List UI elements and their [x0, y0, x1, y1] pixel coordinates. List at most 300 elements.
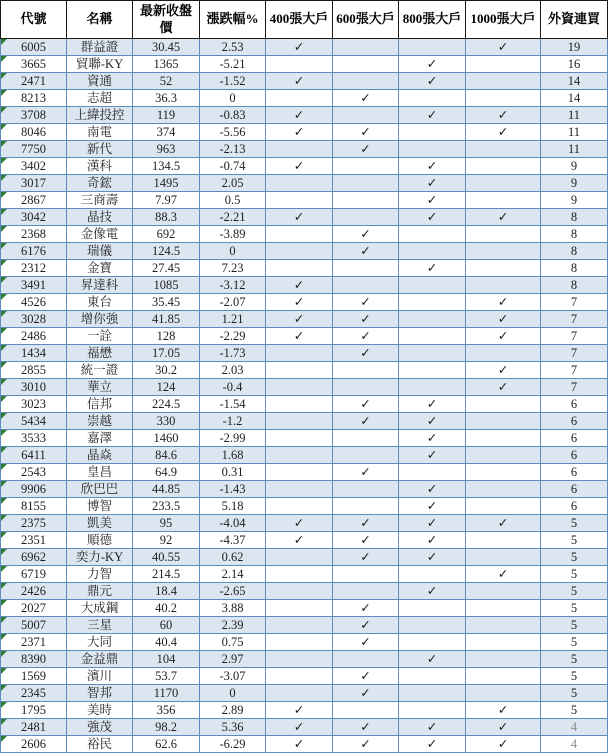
- cell-t1000[interactable]: [466, 634, 541, 651]
- cell-price[interactable]: [133, 209, 200, 226]
- cell-change[interactable]: [200, 379, 266, 396]
- cell-foreign[interactable]: [541, 515, 608, 532]
- cell-t600[interactable]: [333, 311, 399, 328]
- cell-t600[interactable]: [333, 498, 399, 515]
- cell-change[interactable]: [200, 277, 266, 294]
- cell-name[interactable]: [67, 634, 133, 651]
- cell-name[interactable]: [67, 600, 133, 617]
- cell-name[interactable]: [67, 464, 133, 481]
- header-code[interactable]: [1, 1, 67, 39]
- cell-t600[interactable]: [333, 175, 399, 192]
- cell-foreign[interactable]: [541, 498, 608, 515]
- cell-code[interactable]: [1, 566, 67, 583]
- cell-code[interactable]: [1, 719, 67, 736]
- cell-change[interactable]: [200, 464, 266, 481]
- cell-change[interactable]: [200, 345, 266, 362]
- cell-t1000[interactable]: [466, 498, 541, 515]
- cell-price[interactable]: [133, 668, 200, 685]
- cell-t800[interactable]: [399, 39, 466, 56]
- cell-t400[interactable]: [266, 430, 333, 447]
- cell-t800[interactable]: [399, 311, 466, 328]
- cell-foreign[interactable]: [541, 532, 608, 549]
- cell-name[interactable]: [67, 736, 133, 753]
- cell-t600[interactable]: [333, 362, 399, 379]
- cell-t400[interactable]: [266, 634, 333, 651]
- cell-t400[interactable]: [266, 379, 333, 396]
- cell-t400[interactable]: [266, 294, 333, 311]
- cell-t800[interactable]: [399, 685, 466, 702]
- cell-change[interactable]: [200, 532, 266, 549]
- cell-code[interactable]: [1, 90, 67, 107]
- cell-foreign[interactable]: [541, 311, 608, 328]
- cell-t800[interactable]: [399, 702, 466, 719]
- cell-name[interactable]: [67, 73, 133, 90]
- cell-t1000[interactable]: [466, 532, 541, 549]
- cell-change[interactable]: [200, 668, 266, 685]
- cell-foreign[interactable]: [541, 277, 608, 294]
- cell-foreign[interactable]: [541, 430, 608, 447]
- cell-price[interactable]: [133, 736, 200, 753]
- cell-price[interactable]: [133, 328, 200, 345]
- cell-code[interactable]: [1, 736, 67, 753]
- cell-t800[interactable]: [399, 481, 466, 498]
- cell-t600[interactable]: [333, 464, 399, 481]
- cell-price[interactable]: [133, 549, 200, 566]
- cell-name[interactable]: [67, 430, 133, 447]
- cell-price[interactable]: [133, 600, 200, 617]
- cell-t1000[interactable]: [466, 396, 541, 413]
- cell-foreign[interactable]: [541, 141, 608, 158]
- cell-t400[interactable]: [266, 192, 333, 209]
- cell-change[interactable]: [200, 56, 266, 73]
- cell-code[interactable]: [1, 515, 67, 532]
- cell-foreign[interactable]: [541, 107, 608, 124]
- cell-change[interactable]: [200, 498, 266, 515]
- cell-t600[interactable]: [333, 515, 399, 532]
- cell-t800[interactable]: [399, 430, 466, 447]
- cell-t600[interactable]: [333, 532, 399, 549]
- cell-price[interactable]: [133, 158, 200, 175]
- cell-code[interactable]: [1, 668, 67, 685]
- cell-t400[interactable]: [266, 56, 333, 73]
- cell-change[interactable]: [200, 634, 266, 651]
- cell-price[interactable]: [133, 634, 200, 651]
- cell-name[interactable]: [67, 515, 133, 532]
- cell-price[interactable]: [133, 396, 200, 413]
- cell-t800[interactable]: [399, 73, 466, 90]
- cell-change[interactable]: [200, 413, 266, 430]
- cell-name[interactable]: [67, 396, 133, 413]
- cell-code[interactable]: [1, 651, 67, 668]
- cell-price[interactable]: [133, 294, 200, 311]
- cell-change[interactable]: [200, 702, 266, 719]
- cell-foreign[interactable]: [541, 294, 608, 311]
- cell-t400[interactable]: [266, 668, 333, 685]
- cell-price[interactable]: [133, 447, 200, 464]
- cell-foreign[interactable]: [541, 651, 608, 668]
- cell-t800[interactable]: [399, 175, 466, 192]
- cell-t400[interactable]: [266, 311, 333, 328]
- cell-change[interactable]: [200, 175, 266, 192]
- cell-code[interactable]: [1, 430, 67, 447]
- cell-price[interactable]: [133, 379, 200, 396]
- cell-change[interactable]: [200, 107, 266, 124]
- cell-t600[interactable]: [333, 719, 399, 736]
- cell-foreign[interactable]: [541, 566, 608, 583]
- cell-price[interactable]: [133, 345, 200, 362]
- cell-change[interactable]: [200, 600, 266, 617]
- cell-t600[interactable]: [333, 294, 399, 311]
- cell-name[interactable]: [67, 192, 133, 209]
- cell-price[interactable]: [133, 719, 200, 736]
- cell-t600[interactable]: [333, 90, 399, 107]
- cell-price[interactable]: [133, 481, 200, 498]
- cell-name[interactable]: [67, 226, 133, 243]
- cell-t400[interactable]: [266, 413, 333, 430]
- cell-foreign[interactable]: [541, 39, 608, 56]
- cell-t800[interactable]: [399, 277, 466, 294]
- cell-t400[interactable]: [266, 685, 333, 702]
- cell-t600[interactable]: [333, 277, 399, 294]
- cell-price[interactable]: [133, 311, 200, 328]
- cell-t800[interactable]: [399, 226, 466, 243]
- cell-t1000[interactable]: [466, 481, 541, 498]
- cell-name[interactable]: [67, 209, 133, 226]
- cell-change[interactable]: [200, 328, 266, 345]
- cell-t400[interactable]: [266, 549, 333, 566]
- cell-name[interactable]: [67, 719, 133, 736]
- cell-t600[interactable]: [333, 685, 399, 702]
- cell-t800[interactable]: [399, 362, 466, 379]
- cell-name[interactable]: [67, 328, 133, 345]
- cell-price[interactable]: [133, 685, 200, 702]
- cell-t400[interactable]: [266, 566, 333, 583]
- cell-code[interactable]: [1, 617, 67, 634]
- cell-name[interactable]: [67, 413, 133, 430]
- cell-change[interactable]: [200, 141, 266, 158]
- cell-t600[interactable]: [333, 634, 399, 651]
- cell-price[interactable]: [133, 39, 200, 56]
- header-foreign-buy[interactable]: [541, 1, 608, 39]
- cell-t800[interactable]: [399, 498, 466, 515]
- cell-name[interactable]: [67, 379, 133, 396]
- cell-t400[interactable]: [266, 107, 333, 124]
- cell-t1000[interactable]: [466, 719, 541, 736]
- cell-t1000[interactable]: [466, 175, 541, 192]
- cell-t400[interactable]: [266, 260, 333, 277]
- cell-t800[interactable]: [399, 413, 466, 430]
- cell-t400[interactable]: [266, 226, 333, 243]
- cell-price[interactable]: [133, 226, 200, 243]
- cell-t600[interactable]: [333, 481, 399, 498]
- cell-t800[interactable]: [399, 328, 466, 345]
- cell-price[interactable]: [133, 90, 200, 107]
- header-800-holders[interactable]: [399, 1, 466, 39]
- cell-change[interactable]: [200, 583, 266, 600]
- cell-foreign[interactable]: [541, 702, 608, 719]
- cell-t600[interactable]: [333, 73, 399, 90]
- cell-t800[interactable]: [399, 260, 466, 277]
- cell-t600[interactable]: [333, 39, 399, 56]
- cell-foreign[interactable]: [541, 362, 608, 379]
- cell-code[interactable]: [1, 379, 67, 396]
- cell-t600[interactable]: [333, 617, 399, 634]
- cell-t1000[interactable]: [466, 311, 541, 328]
- cell-foreign[interactable]: [541, 124, 608, 141]
- cell-change[interactable]: [200, 39, 266, 56]
- cell-foreign[interactable]: [541, 73, 608, 90]
- cell-t800[interactable]: [399, 56, 466, 73]
- cell-change[interactable]: [200, 362, 266, 379]
- cell-t600[interactable]: [333, 345, 399, 362]
- cell-change[interactable]: [200, 243, 266, 260]
- cell-t1000[interactable]: [466, 379, 541, 396]
- cell-foreign[interactable]: [541, 175, 608, 192]
- cell-foreign[interactable]: [541, 379, 608, 396]
- cell-t400[interactable]: [266, 158, 333, 175]
- cell-t1000[interactable]: [466, 345, 541, 362]
- cell-change[interactable]: [200, 260, 266, 277]
- cell-code[interactable]: [1, 532, 67, 549]
- cell-price[interactable]: [133, 362, 200, 379]
- cell-price[interactable]: [133, 56, 200, 73]
- cell-price[interactable]: [133, 73, 200, 90]
- cell-foreign[interactable]: [541, 736, 608, 753]
- cell-t800[interactable]: [399, 396, 466, 413]
- cell-change[interactable]: [200, 736, 266, 753]
- cell-t800[interactable]: [399, 600, 466, 617]
- cell-foreign[interactable]: [541, 549, 608, 566]
- cell-t800[interactable]: [399, 90, 466, 107]
- cell-code[interactable]: [1, 175, 67, 192]
- cell-code[interactable]: [1, 345, 67, 362]
- cell-t600[interactable]: [333, 549, 399, 566]
- cell-code[interactable]: [1, 311, 67, 328]
- cell-t600[interactable]: [333, 447, 399, 464]
- cell-change[interactable]: [200, 481, 266, 498]
- cell-t600[interactable]: [333, 107, 399, 124]
- cell-change[interactable]: [200, 192, 266, 209]
- cell-t400[interactable]: [266, 498, 333, 515]
- cell-t1000[interactable]: [466, 39, 541, 56]
- cell-change[interactable]: [200, 447, 266, 464]
- cell-price[interactable]: [133, 532, 200, 549]
- cell-name[interactable]: [67, 56, 133, 73]
- cell-t800[interactable]: [399, 634, 466, 651]
- cell-t400[interactable]: [266, 345, 333, 362]
- cell-foreign[interactable]: [541, 481, 608, 498]
- cell-foreign[interactable]: [541, 209, 608, 226]
- cell-t1000[interactable]: [466, 226, 541, 243]
- cell-t600[interactable]: [333, 243, 399, 260]
- cell-price[interactable]: [133, 617, 200, 634]
- header-600-holders[interactable]: [333, 1, 399, 39]
- cell-t1000[interactable]: [466, 447, 541, 464]
- cell-change[interactable]: [200, 90, 266, 107]
- cell-t1000[interactable]: [466, 124, 541, 141]
- cell-change[interactable]: [200, 617, 266, 634]
- cell-t800[interactable]: [399, 345, 466, 362]
- cell-change[interactable]: [200, 294, 266, 311]
- cell-t600[interactable]: [333, 328, 399, 345]
- cell-t600[interactable]: [333, 158, 399, 175]
- cell-t600[interactable]: [333, 702, 399, 719]
- cell-change[interactable]: [200, 719, 266, 736]
- cell-t800[interactable]: [399, 464, 466, 481]
- cell-t800[interactable]: [399, 192, 466, 209]
- cell-t600[interactable]: [333, 192, 399, 209]
- cell-t1000[interactable]: [466, 430, 541, 447]
- cell-t400[interactable]: [266, 328, 333, 345]
- cell-code[interactable]: [1, 243, 67, 260]
- cell-foreign[interactable]: [541, 56, 608, 73]
- cell-name[interactable]: [67, 107, 133, 124]
- cell-name[interactable]: [67, 498, 133, 515]
- cell-price[interactable]: [133, 124, 200, 141]
- cell-code[interactable]: [1, 141, 67, 158]
- cell-t1000[interactable]: [466, 515, 541, 532]
- cell-foreign[interactable]: [541, 90, 608, 107]
- cell-foreign[interactable]: [541, 328, 608, 345]
- cell-t600[interactable]: [333, 600, 399, 617]
- cell-t600[interactable]: [333, 124, 399, 141]
- cell-code[interactable]: [1, 481, 67, 498]
- cell-t600[interactable]: [333, 209, 399, 226]
- cell-t1000[interactable]: [466, 413, 541, 430]
- cell-code[interactable]: [1, 600, 67, 617]
- cell-t400[interactable]: [266, 175, 333, 192]
- cell-t800[interactable]: [399, 447, 466, 464]
- cell-price[interactable]: [133, 583, 200, 600]
- cell-t800[interactable]: [399, 379, 466, 396]
- cell-foreign[interactable]: [541, 243, 608, 260]
- cell-t1000[interactable]: [466, 736, 541, 753]
- cell-name[interactable]: [67, 243, 133, 260]
- cell-t400[interactable]: [266, 515, 333, 532]
- cell-t1000[interactable]: [466, 158, 541, 175]
- cell-t600[interactable]: [333, 379, 399, 396]
- cell-code[interactable]: [1, 396, 67, 413]
- cell-t600[interactable]: [333, 141, 399, 158]
- cell-t400[interactable]: [266, 719, 333, 736]
- cell-code[interactable]: [1, 583, 67, 600]
- cell-t400[interactable]: [266, 464, 333, 481]
- cell-t800[interactable]: [399, 294, 466, 311]
- cell-t1000[interactable]: [466, 141, 541, 158]
- cell-code[interactable]: [1, 226, 67, 243]
- cell-name[interactable]: [67, 447, 133, 464]
- cell-t800[interactable]: [399, 566, 466, 583]
- cell-name[interactable]: [67, 175, 133, 192]
- cell-t1000[interactable]: [466, 668, 541, 685]
- cell-code[interactable]: [1, 464, 67, 481]
- cell-price[interactable]: [133, 413, 200, 430]
- cell-t1000[interactable]: [466, 362, 541, 379]
- cell-t400[interactable]: [266, 243, 333, 260]
- cell-price[interactable]: [133, 175, 200, 192]
- cell-price[interactable]: [133, 430, 200, 447]
- cell-t600[interactable]: [333, 226, 399, 243]
- header-name[interactable]: [67, 1, 133, 39]
- header-change[interactable]: [200, 1, 266, 39]
- cell-change[interactable]: [200, 158, 266, 175]
- cell-price[interactable]: [133, 141, 200, 158]
- cell-name[interactable]: [67, 141, 133, 158]
- cell-t600[interactable]: [333, 668, 399, 685]
- cell-t1000[interactable]: [466, 56, 541, 73]
- cell-t400[interactable]: [266, 141, 333, 158]
- cell-t400[interactable]: [266, 600, 333, 617]
- cell-code[interactable]: [1, 158, 67, 175]
- cell-code[interactable]: [1, 294, 67, 311]
- cell-name[interactable]: [67, 549, 133, 566]
- cell-name[interactable]: [67, 702, 133, 719]
- cell-code[interactable]: [1, 498, 67, 515]
- cell-name[interactable]: [67, 362, 133, 379]
- cell-t400[interactable]: [266, 702, 333, 719]
- cell-t400[interactable]: [266, 90, 333, 107]
- cell-t800[interactable]: [399, 719, 466, 736]
- cell-t400[interactable]: [266, 209, 333, 226]
- cell-foreign[interactable]: [541, 260, 608, 277]
- cell-t1000[interactable]: [466, 73, 541, 90]
- header-1000-holders[interactable]: [466, 1, 541, 39]
- cell-foreign[interactable]: [541, 158, 608, 175]
- cell-t600[interactable]: [333, 56, 399, 73]
- cell-t400[interactable]: [266, 583, 333, 600]
- cell-price[interactable]: [133, 192, 200, 209]
- cell-t400[interactable]: [266, 277, 333, 294]
- cell-t800[interactable]: [399, 124, 466, 141]
- cell-t400[interactable]: [266, 73, 333, 90]
- cell-name[interactable]: [67, 583, 133, 600]
- cell-t1000[interactable]: [466, 566, 541, 583]
- cell-code[interactable]: [1, 447, 67, 464]
- cell-code[interactable]: [1, 277, 67, 294]
- cell-name[interactable]: [67, 311, 133, 328]
- cell-t800[interactable]: [399, 668, 466, 685]
- cell-name[interactable]: [67, 481, 133, 498]
- cell-name[interactable]: [67, 260, 133, 277]
- cell-price[interactable]: [133, 107, 200, 124]
- cell-change[interactable]: [200, 430, 266, 447]
- cell-t400[interactable]: [266, 481, 333, 498]
- cell-name[interactable]: [67, 90, 133, 107]
- cell-foreign[interactable]: [541, 719, 608, 736]
- cell-t600[interactable]: [333, 430, 399, 447]
- cell-t800[interactable]: [399, 651, 466, 668]
- cell-t1000[interactable]: [466, 464, 541, 481]
- cell-code[interactable]: [1, 192, 67, 209]
- cell-t800[interactable]: [399, 583, 466, 600]
- header-price[interactable]: [133, 1, 200, 39]
- cell-change[interactable]: [200, 311, 266, 328]
- cell-change[interactable]: [200, 566, 266, 583]
- cell-code[interactable]: [1, 73, 67, 90]
- cell-foreign[interactable]: [541, 447, 608, 464]
- cell-code[interactable]: [1, 413, 67, 430]
- cell-name[interactable]: [67, 124, 133, 141]
- cell-name[interactable]: [67, 651, 133, 668]
- cell-t800[interactable]: [399, 736, 466, 753]
- cell-t600[interactable]: [333, 651, 399, 668]
- cell-code[interactable]: [1, 39, 67, 56]
- cell-code[interactable]: [1, 107, 67, 124]
- cell-name[interactable]: [67, 294, 133, 311]
- cell-code[interactable]: [1, 634, 67, 651]
- cell-t1000[interactable]: [466, 600, 541, 617]
- cell-foreign[interactable]: [541, 464, 608, 481]
